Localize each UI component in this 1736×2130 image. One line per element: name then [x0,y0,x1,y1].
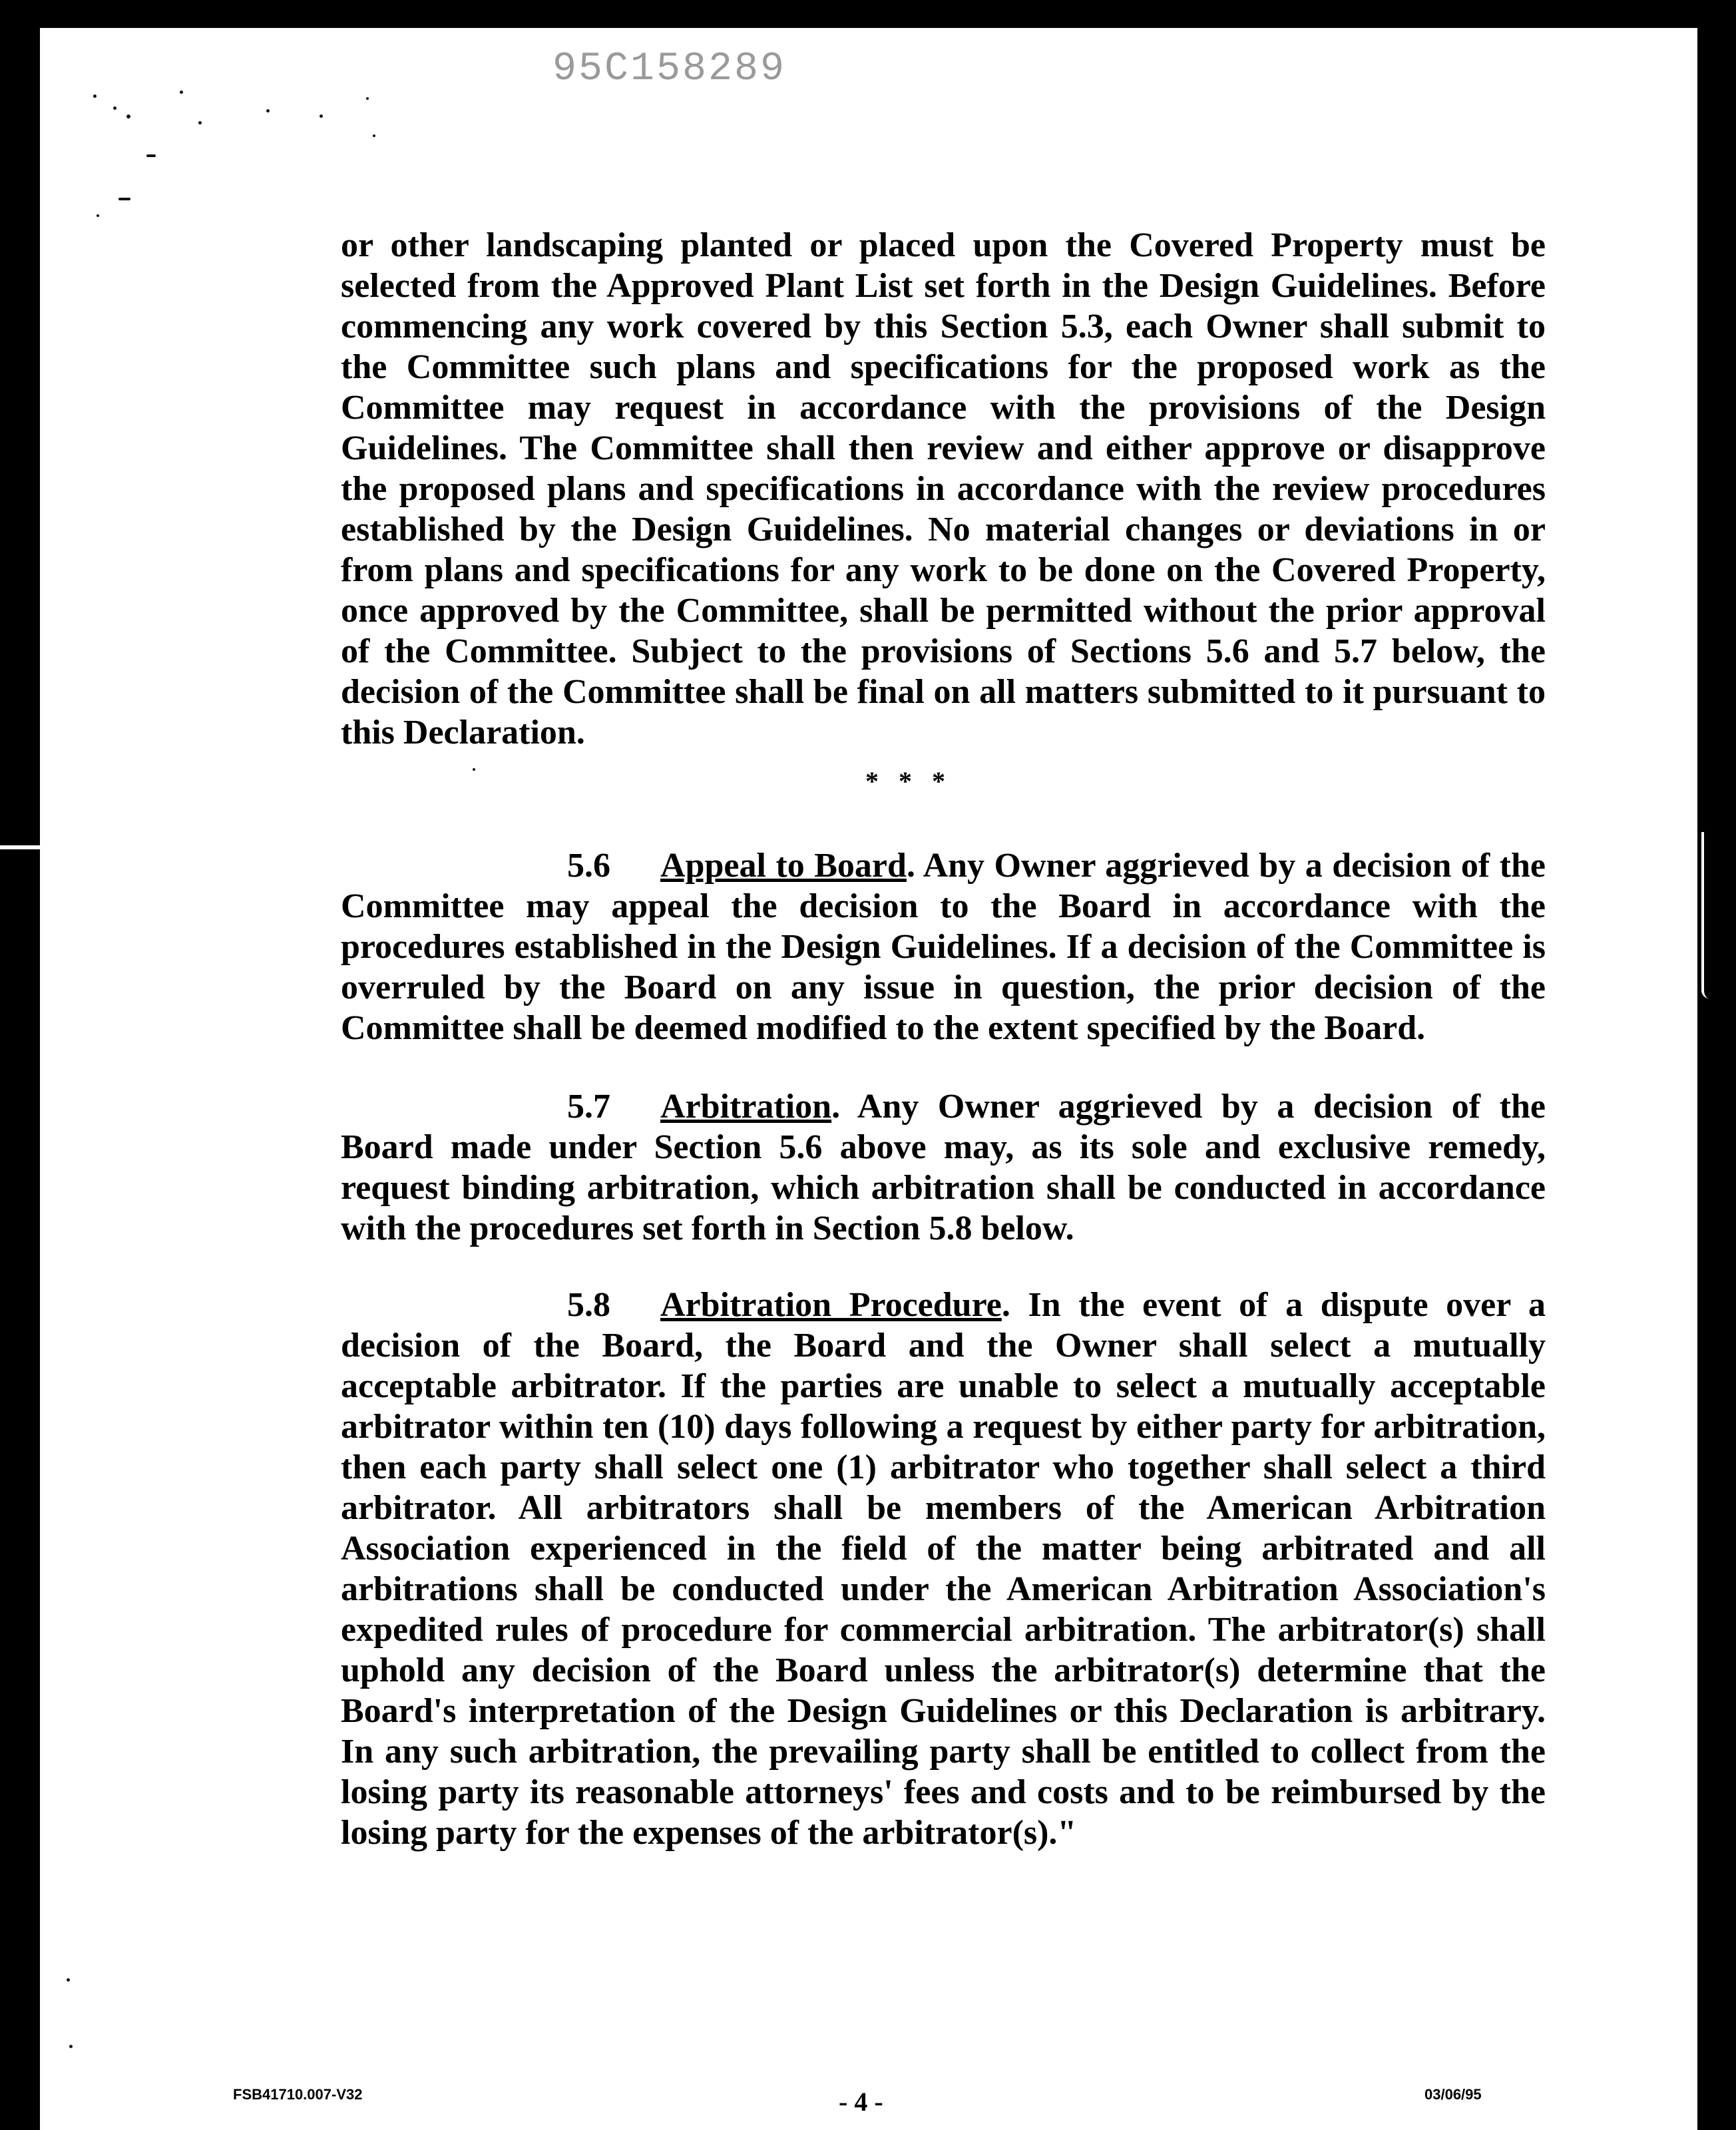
scan-speck [93,95,97,98]
section-number: 5.8 [567,1286,610,1324]
scan-speck [266,109,270,112]
scan-speck [320,114,323,118]
section-text: . In the event of a dispute over a decision of the Board, the Board and the Owner shall select a mutually acceptable arbitrator. If the parties are unable to select a mutually acceptable arbitrator within ten (10) days following a request by either party for arbitration, then each party shall select one (1) arbitrator who together shall select a third arbitrator. All arbitrators shall be members of the American Arbitration Association experienced in the field of the matter being arbitrated and all arbitrations shall be conducted under the American Arbitration Association's expedited rules of procedure for commercial arbitration. The arbitrator(s) shall uphold any decision of the Board unless the arbitrator(s) determine that the Board's interpretation of the Design Guidelines or this Declaration is arbitrary. In any such arbitration, the prevailing party shall be entitled to collect from the losing party its reasonable attorneys' fees and costs and to be reimbursed by the losing party for the expenses of the arbitrator(s)." [341,1286,1546,1852]
scan-speck [198,121,202,124]
scan-speck [180,91,183,94]
document-number: 95C158289 [552,47,787,92]
page-number: - 4 - [839,2087,883,2117]
footer-date: 03/06/95 [1424,2086,1482,2103]
scan-speck [69,2045,73,2048]
scan-speck [67,1978,70,1982]
section-number: 5.7 [567,1088,610,1126]
section-title: Appeal to Board [660,847,907,885]
scan-speck [146,154,156,157]
section-separator: * * * [865,766,952,796]
section-5-6 [341,845,1546,1048]
scan-speck [373,134,375,137]
section-title: Arbitration [660,1088,832,1126]
scan-speck [473,768,475,771]
footer-doc-id: FSB41710.007-V32 [233,2086,363,2103]
section-number: 5.6 [567,847,610,885]
scan-speck [126,114,130,118]
scan-speck [97,214,99,217]
document-page [40,28,1697,2130]
section-5-8 [341,1285,1546,1853]
section-5-7 [341,1086,1546,1249]
scan-speck [366,97,369,100]
scan-edge-mark [1701,832,1709,998]
scan-speck [118,198,130,200]
section-text: . Any Owner aggrieved by a decision of the Committee may appeal the decision to the Board in accordance with the procedures established in the Design Guidelines. If a decision of the Committee is overruled by the Board on any issue in question, the prior decision of the Committee shall be deemed modified to the extent specified by the Board. [341,847,1546,1047]
scan-edge-mark [0,845,47,849]
scan-speck [113,106,116,110]
section-title: Arbitration Procedure [660,1286,1002,1324]
section-text: . Any Owner aggrieved by a decision of the Board made under Section 5.6 above may, as its sole and exclusive remedy, request binding arbitration, which arbitration shall be conducted in accordance with the procedures set forth in Section 5.8 below. [341,1088,1546,1247]
intro-paragraph: or other landscaping planted or placed upon the Covered Property must be selected from the Approved Plant List set forth in the Design Guidelines. Before commencing any work covered by this Section 5.3, each Owner shall submit to the Committee such plans and specifications for the proposed work as the Committee may request in accordance with the provisions of the Design Guidelines. The Committee shall then review and either approve or disapprove the proposed plans and specifications in accordance with the review procedures established by the Design Guidelines. No material changes or deviations in or from plans and specifications for any work to be done on the Covered Property, once approved by the Committee, shall be permitted without the prior approval of the Committee. Subject to the provisions of Sections 5.6 and 5.7 below, the decision of the Committee shall be final on all matters submitted to it pursuant to this Declaration. [341,226,1546,751]
